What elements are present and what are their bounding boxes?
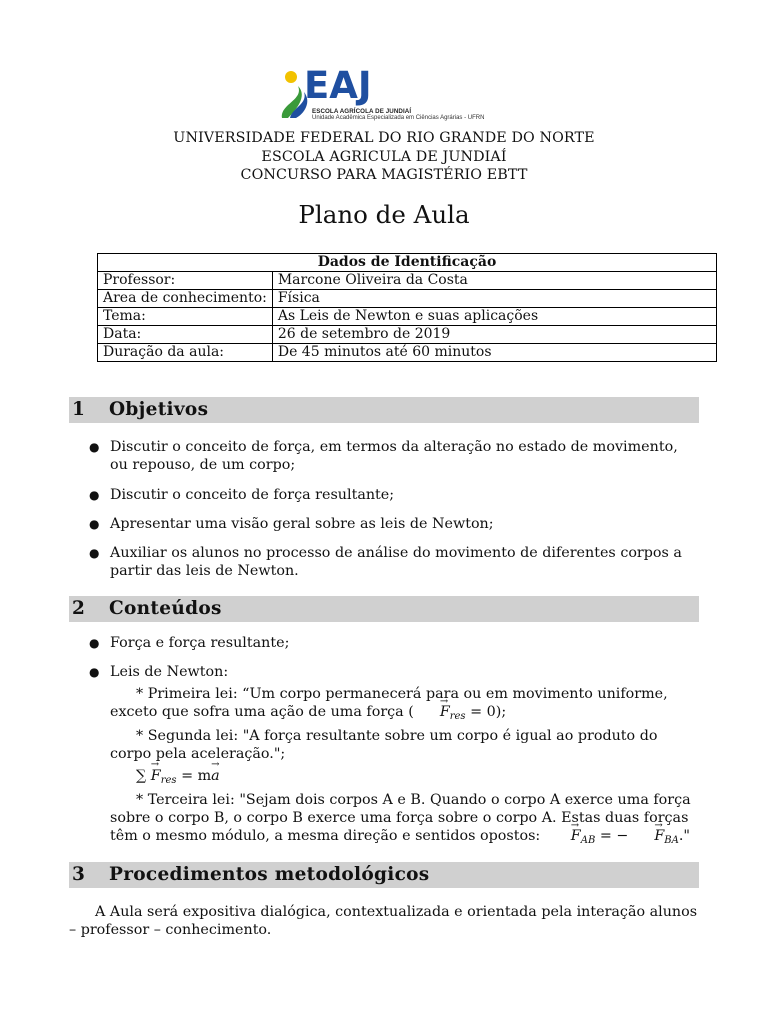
table-value: As Leis de Newton e suas aplicações xyxy=(272,308,716,326)
table-row xyxy=(98,290,717,308)
subscript: AB xyxy=(580,834,596,846)
table-value: Marcone Oliveira da Costa xyxy=(272,272,716,290)
table-value: Física xyxy=(272,290,716,308)
table-key: Tema: xyxy=(98,308,273,326)
section-title: Objetivos xyxy=(109,399,209,420)
list-item: Discutir o conceito de força resultante; xyxy=(110,487,395,503)
bullet-icon: ● xyxy=(89,517,100,531)
law-text: * Primeira lei: “Um corpo permanecerá para ou em movimento uniforme, exceto que sofra uma ação de uma força ( xyxy=(110,686,668,720)
section-title: Procedimentos metodológicos xyxy=(109,864,430,885)
table-key: Data: xyxy=(98,326,273,344)
table-row xyxy=(98,326,717,344)
table-value: 26 de setembro de 2019 xyxy=(272,326,716,344)
list-item: Discutir o conceito de força, em termos da alteração no estado de movimento, ou repouso, de um corpo; xyxy=(110,439,678,473)
page-title: Plano de Aula xyxy=(298,200,470,229)
table-row xyxy=(98,272,717,290)
table-row xyxy=(98,308,717,326)
section-heading-procedimentos xyxy=(69,862,699,888)
law-text-end: = 0); xyxy=(465,703,507,720)
minus-sign: = − xyxy=(595,827,629,844)
procedimentos-paragraph: A Aula será expositiva dialógica, contextualizada e orientada pela interação alunos – professor – conhecimento. xyxy=(69,904,698,938)
newton-first-law xyxy=(110,686,698,726)
second-law-formula xyxy=(136,767,220,790)
section-number: 3 xyxy=(72,864,86,885)
equals-m: = m xyxy=(176,768,212,784)
list-item: Leis de Newton: xyxy=(110,664,229,680)
subscript: res xyxy=(160,775,177,786)
law-text-end: ." xyxy=(678,827,690,844)
subscript: BA xyxy=(664,834,679,846)
table-key: Professor: xyxy=(98,272,273,290)
table-header: Dados de Identificação xyxy=(98,254,717,272)
logo-subtitle-2: Unidade Acadêmica Especializada em Ciências Agrárias - UFRN xyxy=(312,115,485,121)
list-item: Apresentar uma visão geral sobre as leis de Newton; xyxy=(110,516,494,532)
list-item: Força e força resultante; xyxy=(110,635,290,651)
acceleration-vector: a → xyxy=(211,767,220,785)
force-vector: F → xyxy=(628,828,664,846)
table-value: De 45 minutos até 60 minutos xyxy=(272,344,716,362)
identification-table xyxy=(97,253,717,362)
institution-line-3: CONCURSO PARA MAGISTÉRIO EBTT xyxy=(240,167,528,183)
bullet-icon: ● xyxy=(89,488,100,502)
section-heading-objetivos xyxy=(69,397,699,423)
bullet-icon: ● xyxy=(89,636,100,650)
force-vector: F → xyxy=(151,767,161,785)
table-header-row xyxy=(98,254,717,272)
section-number: 2 xyxy=(72,598,86,619)
sum-symbol: ∑ xyxy=(136,768,147,784)
force-vector: F → xyxy=(545,828,581,846)
institution-line-1: UNIVERSIDADE FEDERAL DO RIO GRANDE DO NORTE xyxy=(173,130,595,146)
law-text: * Terceira lei: "Sejam dois corpos A e B. Quando o corpo A exerce uma força sobre o corpo B, o corpo B exerce uma força sobre o corpo A. Estas duas forças têm o mesmo módulo, a mesma direção e sentidos opostos: xyxy=(110,792,691,844)
subscript: res xyxy=(449,710,466,722)
bullet-icon: ● xyxy=(89,546,100,560)
institution-line-2: ESCOLA AGRICULA DE JUNDIAÍ xyxy=(261,148,507,165)
table-row xyxy=(98,344,717,362)
logo-wordmark: EAJ xyxy=(304,64,372,107)
section-number: 1 xyxy=(72,399,86,420)
newton-third-law xyxy=(110,792,698,849)
section-title: Conteúdos xyxy=(109,598,222,619)
newton-second-law: * Segunda lei: "A força resultante sobre um corpo é igual ao produto do corpo pela aceleração."; xyxy=(110,728,658,762)
table-key: Area de conhecimento: xyxy=(98,290,273,308)
list-item: Auxiliar os alunos no processo de análise do movimento de diferentes corpos a partir das leis de Newton. xyxy=(110,545,682,579)
force-vector: F → xyxy=(414,704,450,722)
bullet-icon: ● xyxy=(89,665,100,679)
table-key: Duração da aula: xyxy=(98,344,273,362)
section-heading-conteudos xyxy=(69,596,699,622)
bullet-icon: ● xyxy=(89,440,100,454)
logo-subtitle: ESCOLA AGRÍCOLA DE JUNDIAÍ xyxy=(312,108,412,115)
school-logo xyxy=(278,64,492,128)
